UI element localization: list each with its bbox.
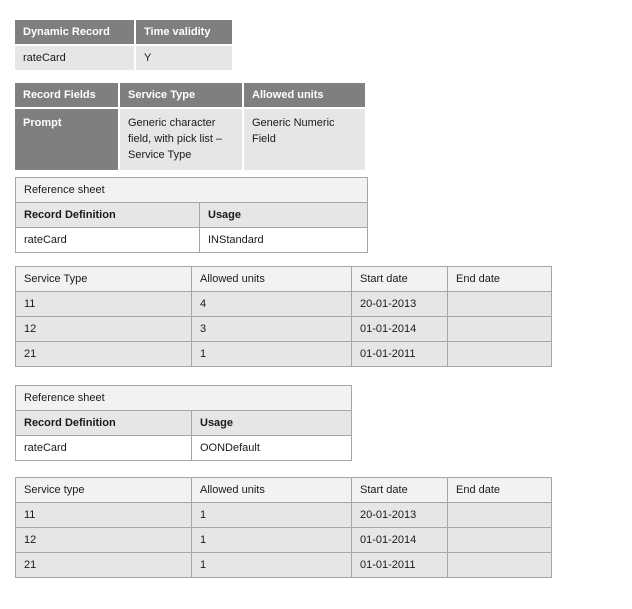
cell-end-date xyxy=(448,503,552,528)
cell-end-date xyxy=(448,553,552,578)
rates-table-1 xyxy=(15,266,552,367)
cell-service-type: 12 xyxy=(16,528,192,553)
reference-sheet-table-1 xyxy=(15,177,368,253)
cell-service-type: 11 xyxy=(16,292,192,317)
table-header-row xyxy=(16,203,368,228)
table-row xyxy=(16,317,552,342)
header-usage: Usage xyxy=(200,203,368,228)
header-allowed-units: Allowed units xyxy=(243,83,366,108)
header-dynamic-record: Dynamic Record xyxy=(15,20,135,45)
cell-service-type: 21 xyxy=(16,342,192,367)
reference-sheet-title-row xyxy=(16,178,368,203)
table-row xyxy=(15,45,233,70)
table-row xyxy=(16,292,552,317)
table-row xyxy=(16,553,552,578)
reference-sheet-title: Reference sheet xyxy=(16,386,352,411)
cell-start-date: 20-01-2013 xyxy=(352,503,448,528)
header-start-date: Start date xyxy=(352,267,448,292)
cell-usage: INStandard xyxy=(200,228,368,253)
dynamic-record-table xyxy=(15,20,234,70)
table-header-row xyxy=(16,478,552,503)
cell-time-validity: Y xyxy=(135,45,233,70)
cell-record-definition: rateCard xyxy=(16,228,200,253)
reference-sheet-title-row xyxy=(16,386,352,411)
cell-end-date xyxy=(448,528,552,553)
reference-sheet-table-2 xyxy=(15,385,352,461)
header-record-definition: Record Definition xyxy=(16,203,200,228)
cell-start-date: 01-01-2011 xyxy=(352,553,448,578)
header-service-type: Service Type xyxy=(16,267,192,292)
header-record-definition: Record Definition xyxy=(16,411,192,436)
cell-usage: OONDefault xyxy=(192,436,352,461)
cell-service-type: 21 xyxy=(16,553,192,578)
cell-allowed-units: 1 xyxy=(192,342,352,367)
header-end-date: End date xyxy=(448,267,552,292)
cell-record-definition: rateCard xyxy=(16,436,192,461)
cell-end-date xyxy=(448,342,552,367)
table-header-row xyxy=(16,411,352,436)
cell-allowed-units: 1 xyxy=(192,528,352,553)
cell-start-date: 20-01-2013 xyxy=(352,292,448,317)
table-row xyxy=(16,528,552,553)
cell-allowed-units: 3 xyxy=(192,317,352,342)
table-row xyxy=(16,503,552,528)
header-service-type: Service type xyxy=(16,478,192,503)
table-row xyxy=(16,436,352,461)
table-row xyxy=(16,228,368,253)
cell-allowed-units: 1 xyxy=(192,503,352,528)
cell-dynamic-record: rateCard xyxy=(15,45,135,70)
header-service-type: Service Type xyxy=(119,83,243,108)
cell-allowed-units: 1 xyxy=(192,553,352,578)
cell-start-date: 01-01-2014 xyxy=(352,528,448,553)
cell-service-type-desc: Generic character field, with pick list –Service Type xyxy=(119,108,243,170)
rates-table-2 xyxy=(15,477,552,578)
cell-service-type: 12 xyxy=(16,317,192,342)
record-fields-table xyxy=(15,83,367,170)
header-allowed-units: Allowed units xyxy=(192,267,352,292)
cell-allowed-units-desc: Generic Numeric Field xyxy=(243,108,366,170)
header-record-fields: Record Fields xyxy=(15,83,119,108)
cell-allowed-units: 4 xyxy=(192,292,352,317)
table-header-row xyxy=(15,83,366,108)
row-header-prompt: Prompt xyxy=(15,108,119,170)
cell-service-type: 11 xyxy=(16,503,192,528)
table-row xyxy=(16,342,552,367)
cell-start-date: 01-01-2014 xyxy=(352,317,448,342)
table-header-row xyxy=(15,20,233,45)
header-start-date: Start date xyxy=(352,478,448,503)
table-header-row xyxy=(16,267,552,292)
cell-end-date xyxy=(448,317,552,342)
reference-sheet-title: Reference sheet xyxy=(16,178,368,203)
cell-end-date xyxy=(448,292,552,317)
header-end-date: End date xyxy=(448,478,552,503)
header-allowed-units: Allowed units xyxy=(192,478,352,503)
table-row xyxy=(15,108,366,170)
cell-start-date: 01-01-2011 xyxy=(352,342,448,367)
header-time-validity: Time validity xyxy=(135,20,233,45)
header-usage: Usage xyxy=(192,411,352,436)
